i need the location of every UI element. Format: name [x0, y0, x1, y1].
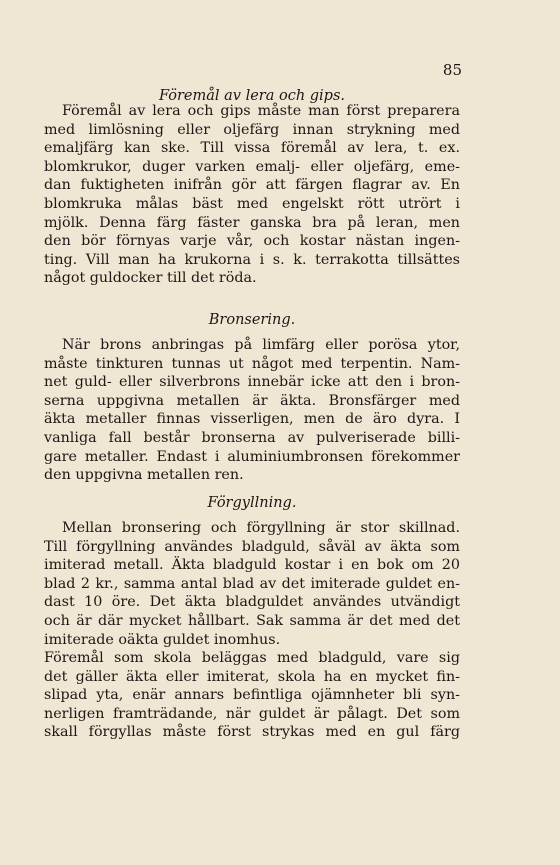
text-line: slipad yta, enär annars befintliga ojämnheter bli syn-	[44, 687, 460, 704]
section-heading-bronsering: Bronsering.	[208, 312, 296, 328]
text-line: ting. Vill man ha krukorna i s. k. terrakotta tillsättes	[44, 251, 460, 268]
text-line: dast 10 öre. Det äkta bladguldet användes utvändigt	[44, 594, 460, 611]
text-line: emaljfärg kan ske. Till vissa föremål av lera, t. ex.	[44, 140, 460, 157]
text-line: imiterade oäkta guldet inomhus.	[44, 631, 281, 648]
paragraph-lera-gips	[44, 102, 460, 288]
text-line: vanliga fall består bronserna av pulveriserade billi-	[44, 429, 460, 446]
text-line: Föremål av lera och gips måste man först preparera	[62, 103, 460, 119]
text-line: dan fuktigheten inifrån gör att färgen flagrar av. En	[44, 177, 460, 194]
text-line: med limlösning eller oljefärg innan strykning med	[44, 121, 460, 138]
text-line: imiterad metall. Äkta bladguld kostar i en bok om 20	[44, 557, 460, 574]
page-number: 85	[442, 61, 462, 79]
section-heading-lera-gips: Föremål av lera och gips.	[158, 88, 346, 104]
text-line: och är där mycket hållbart. Sak samma är det med det	[44, 612, 460, 629]
text-line: blomkruka målas bäst med engelskt rött utrört i	[44, 195, 460, 212]
text-line: det gäller äkta eller imiterat, skola ha en mycket fin-	[44, 668, 460, 685]
text-line: något guldocker till det röda.	[44, 270, 257, 287]
text-line: nerligen framträdande, när guldet är pålagt. Det som	[44, 705, 460, 722]
text-line: blomkrukor, duger varken emalj- eller oljefärg, eme-	[44, 158, 460, 175]
paragraph-forgyllning-2	[44, 649, 460, 742]
paragraph-bronsering	[44, 336, 460, 485]
text-line: skall förgyllas måste först strykas med en gul färg	[44, 724, 460, 741]
text-line: net guld- eller silverbrons innebär icke att den i bron-	[44, 374, 460, 391]
text-line: den bör förnyas varje vår, och kostar nästan ingen-	[44, 233, 460, 250]
text-line: gare metaller. Endast i aluminiumbronsen förekommer	[44, 448, 460, 465]
text-line: äkta metaller finnas visserligen, men de äro dyra. I	[44, 411, 460, 428]
text-line: Till förgyllning användes bladguld, såväl av äkta som	[44, 538, 460, 555]
text-line: Mellan bronsering och förgyllning är stor skillnad.	[62, 520, 460, 536]
text-line: måste tinkturen tunnas ut något med terpentin. Nam-	[44, 355, 460, 372]
text-line: blad 2 kr., samma antal blad av det imiterade guldet en-	[44, 575, 460, 592]
text-line: Föremål som skola beläggas med bladguld, vare sig	[44, 650, 460, 666]
paragraph-forgyllning-1	[44, 519, 460, 649]
text-line: den uppgivna metallen ren.	[44, 467, 244, 484]
text-line: serna uppgivna metallen är äkta. Bronsfärger med	[44, 392, 460, 409]
section-heading-forgyllning: Förgyllning.	[207, 495, 297, 511]
text-line: När brons anbringas på limfärg eller porösa ytor,	[62, 337, 460, 353]
text-line: mjölk. Denna färg fäster ganska bra på leran, men	[44, 214, 460, 231]
